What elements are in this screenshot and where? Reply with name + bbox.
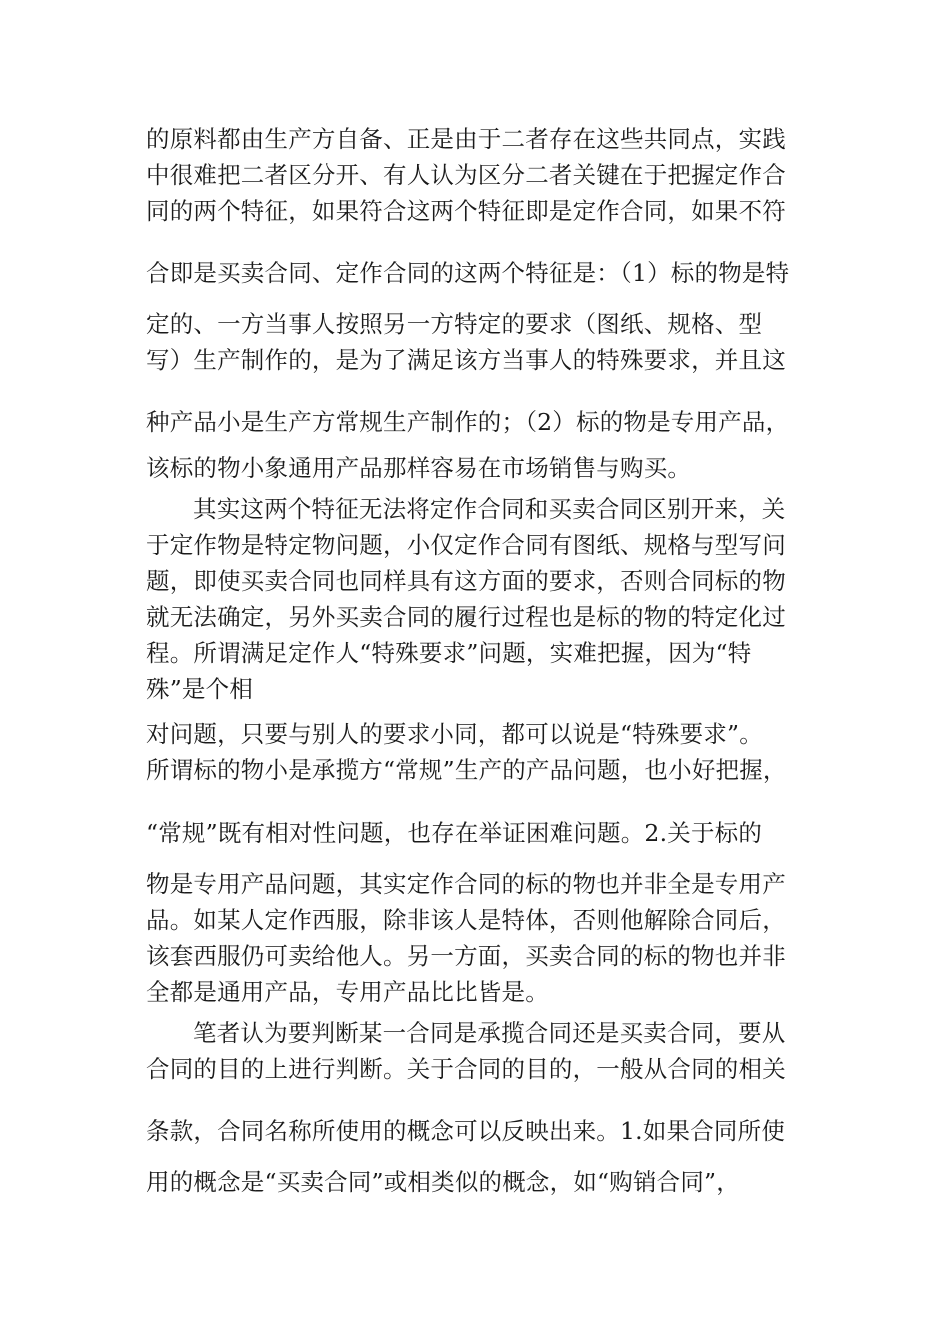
- text-line: 物是专用产品问题，其实定作合同的标的物也并非全是专用产: [146, 870, 786, 898]
- text-line: 写）生产制作的，是为了满足该方当事人的特殊要求，并且这: [146, 346, 786, 374]
- text-line: 全都是通用产品，专用产品比比皆是。: [146, 978, 549, 1006]
- text-line: 品。如某人定作西服，除非该人是特体，否则他解除合同后，: [146, 906, 786, 934]
- text-line: 中很难把二者区分开、有人认为区分二者关键在于把握定作合: [146, 161, 786, 189]
- text-line: 的原料都由生产方自备、正是由于二者存在这些共同点，实践: [146, 125, 786, 153]
- text-line: 所谓标的物小是承揽方“常规”生产的产品问题，也小好把握，: [146, 756, 787, 784]
- text-line: 该标的物小象通用产品那样容易在市场销售与购买。: [146, 454, 692, 482]
- text-line: 合即是买卖合同、定作合同的这两个特征是：（1）标的物是特: [146, 259, 790, 287]
- text-line: “常规”既有相对性问题，也存在举证困难问题。2.关于标的: [146, 819, 763, 847]
- paragraph-start-line: 其实这两个特征无法将定作合同和买卖合同区别开来，关: [193, 495, 786, 523]
- text-line: 对问题，只要与别人的要求小同，都可以说是“特殊要求”。: [146, 720, 763, 748]
- text-line: 种产品小是生产方常规生产制作的；（2）标的物是专用产品，: [146, 408, 790, 436]
- paragraph-start-line: 笔者认为要判断某一合同是承揽合同还是买卖合同，要从: [193, 1019, 786, 1047]
- text-line: 同的两个特征，如果符合这两个特征即是定作合同，如果不符: [146, 197, 786, 225]
- text-line: 条款，合同名称所使用的概念可以反映出来。1.如果合同所使: [146, 1117, 786, 1145]
- text-line: 定的、一方当事人按照另一方特定的要求（图纸、规格、型: [146, 310, 763, 338]
- text-line: 程。所谓满足定作人“特殊要求”问题，实难把握，因为“特: [146, 639, 752, 667]
- text-line: 于定作物是特定物问题，小仅定作合同有图纸、规格与型写问: [146, 531, 786, 559]
- text-line: 殊”是个相: [146, 675, 254, 703]
- text-line: 该套西服仍可卖给他人。另一方面，买卖合同的标的物也并非: [146, 942, 786, 970]
- text-line: 题，即使买卖合同也同样具有这方面的要求，否则合同标的物: [146, 567, 786, 595]
- text-line: 合同的目的上进行判断。关于合同的目的，一般从合同的相关: [146, 1055, 786, 1083]
- text-line: 就无法确定，另外买卖合同的履行过程也是标的物的特定化过: [146, 603, 786, 631]
- text-line: 用的概念是“买卖合同”或相类似的概念，如“购销合同”，: [146, 1168, 740, 1196]
